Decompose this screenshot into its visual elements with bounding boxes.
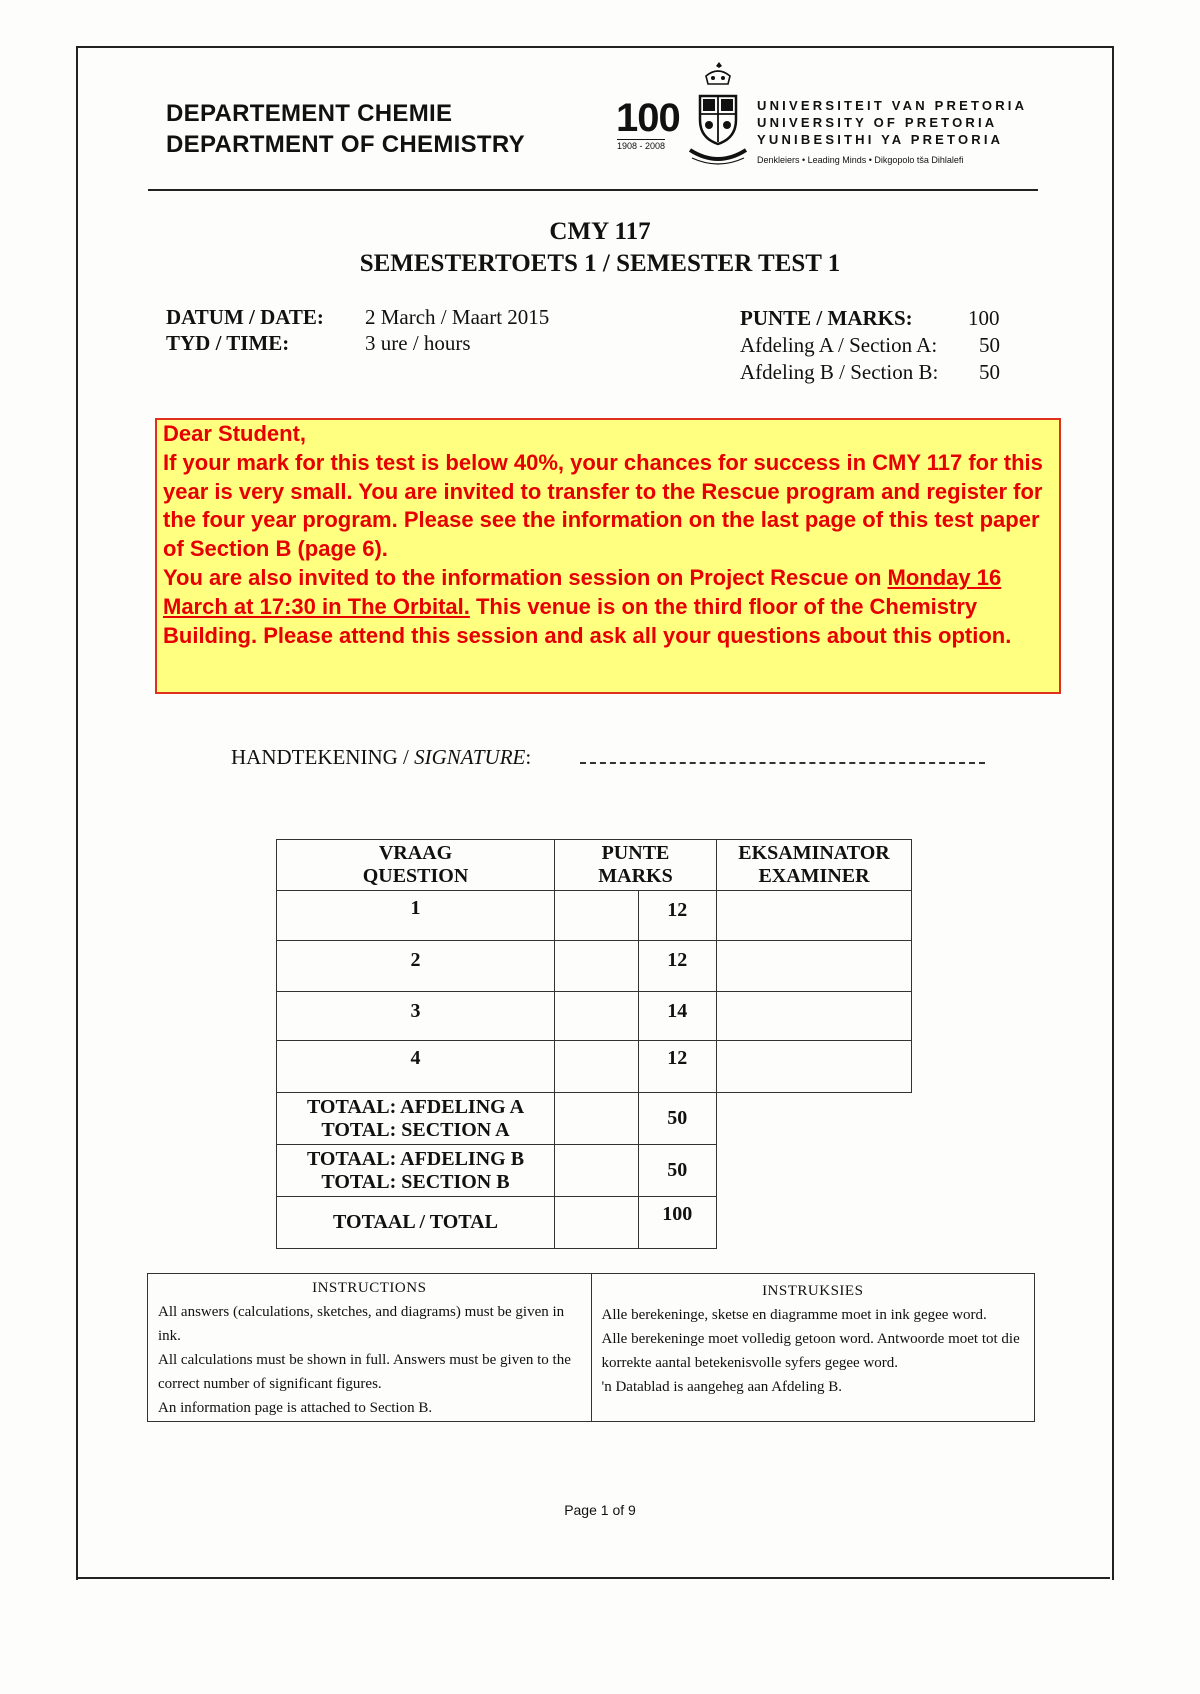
question-number: 3 <box>277 992 555 1041</box>
notice-paragraph-2-start: You are also invited to the information session on Project Rescue on <box>163 564 888 590</box>
examiner-cell[interactable] <box>717 1041 912 1093</box>
section-a-value: 50 <box>979 333 1000 357</box>
header-divider <box>148 189 1038 191</box>
marks-obtained-cell[interactable] <box>555 1093 639 1145</box>
header-marks <box>555 840 717 891</box>
examiner-cell[interactable] <box>717 941 912 992</box>
section-b-value: 50 <box>979 360 1000 384</box>
instructions-afrikaans <box>591 1274 1035 1421</box>
table-row <box>277 992 912 1041</box>
page-number: Page 1 of 9 <box>564 1502 636 1518</box>
marks-table <box>276 839 912 1249</box>
marks-obtained-cell[interactable] <box>555 1145 639 1197</box>
department-name-afrikaans: DEPARTEMENT CHEMIE <box>166 100 453 127</box>
marks-label: PUNTE / MARKS: <box>740 306 913 330</box>
grand-total-max: 100 <box>638 1197 717 1249</box>
instruction-line: An information page is attached to Section B. <box>158 1400 433 1416</box>
table-row <box>277 1041 912 1093</box>
section-a-label: Afdeling A / Section A: <box>740 333 938 357</box>
header-question-af: VRAAG <box>378 842 453 864</box>
header-examiner <box>717 840 912 891</box>
test-title: SEMESTERTOETS 1 / SEMESTER TEST 1 <box>359 250 841 277</box>
table-row-total-a <box>277 1093 912 1145</box>
table-row-grand-total <box>277 1197 912 1249</box>
table-row-total-b <box>277 1145 912 1197</box>
centenary-mark: 100 <box>616 96 680 140</box>
notice-session-date: Monday 16 March at 17:30 in The Orbital. <box>163 564 1002 619</box>
rescue-program-notice <box>155 418 1061 694</box>
instruction-line: All answers (calculations, sketches, and diagrams) must be given in ink. <box>158 1304 565 1344</box>
notice-paragraph-1: If your mark for this test is below 40%, your chances for success in CMY 117 for this year is very small. You are invited to transfer to the Rescue program and register for the four year program. Please see the information on the last page of this test paper of Section B (page 6). <box>163 449 1043 562</box>
total-a-label-af: TOTAAL: AFDELING A <box>306 1095 525 1118</box>
signature-label-afrikaans: HANDTEKENING / <box>231 745 415 769</box>
date-value: 2 March / Maart 2015 <box>365 305 550 329</box>
question-number: 4 <box>277 1041 555 1093</box>
signature-colon: : <box>525 745 532 769</box>
marks-obtained-cell[interactable] <box>555 891 639 941</box>
total-section-a-label <box>277 1093 555 1145</box>
marks-maximum: 12 <box>638 1041 717 1093</box>
header-marks-en: MARKS <box>598 865 673 887</box>
total-section-b-max: 50 <box>638 1145 717 1197</box>
instruction-line: Alle berekeninge, sketse en diagramme moet in ink gegee word. <box>601 1307 987 1323</box>
university-crest-logo <box>686 62 750 170</box>
total-b-label-en: TOTAL: SECTION B <box>321 1170 510 1193</box>
centenary-years: 1908 - 2008 <box>617 141 666 151</box>
instruction-line: All calculations must be shown in full. Answers must be given to the correct number of significant figures. <box>158 1352 571 1392</box>
university-motto: Denkleiers • Leading Minds • Dikgopolo tša Dihlalefi <box>757 155 964 165</box>
signature-field[interactable] <box>580 762 985 764</box>
header-marks-af: PUNTE <box>601 842 670 864</box>
total-b-label-af: TOTAAL: AFDELING B <box>306 1147 525 1170</box>
marks-maximum: 12 <box>638 891 717 941</box>
total-section-a-max: 50 <box>638 1093 717 1145</box>
marks-obtained-cell[interactable] <box>555 941 639 992</box>
instruction-line: 'n Datablad is aangeheg aan Afdeling B. <box>601 1379 843 1395</box>
notice-paragraph-2-end: This venue is on the third floor of the Chemistry Building. Please attend this session and ask all your questions about this option. <box>163 593 1012 648</box>
examiner-cell[interactable] <box>717 891 912 941</box>
header-examiner-en: EXAMINER <box>758 865 870 887</box>
table-row <box>277 941 912 992</box>
marks-table-header <box>277 840 912 891</box>
header-examiner-af: EKSAMINATOR <box>738 842 890 864</box>
department-name-english: DEPARTMENT OF CHEMISTRY <box>166 131 525 158</box>
signature-label-english: SIGNATURE <box>414 745 526 769</box>
instructions-heading: INSTRUCTIONS <box>312 1280 427 1296</box>
marks-obtained-cell[interactable] <box>555 1197 639 1249</box>
section-b-label: Afdeling B / Section B: <box>740 360 939 384</box>
instruksies-heading: INSTRUKSIES <box>762 1283 864 1299</box>
marks-maximum: 14 <box>638 992 717 1041</box>
total-section-b-label <box>277 1145 555 1197</box>
marks-obtained-cell[interactable] <box>555 1041 639 1093</box>
marks-value: 100 <box>968 306 1000 330</box>
examiner-cell[interactable] <box>717 992 912 1041</box>
time-value: 3 ure / hours <box>365 331 471 355</box>
university-name-sepedi: YUNIBESITHI YA PRETORIA <box>757 132 1004 147</box>
university-name-afrikaans: UNIVERSITEIT VAN PRETORIA <box>757 98 1028 113</box>
page-frame-bottom <box>76 1577 1110 1579</box>
university-name-english: UNIVERSITY OF PRETORIA <box>757 115 998 130</box>
header-question <box>277 840 555 891</box>
instructions-box <box>147 1273 1035 1422</box>
course-code: CMY 117 <box>549 218 651 245</box>
table-row <box>277 891 912 941</box>
marks-obtained-cell[interactable] <box>555 992 639 1041</box>
question-number: 2 <box>277 941 555 992</box>
instruction-line: Alle berekeninge moet volledig getoon word. Antwoorde moet tot die korrekte aantal betekenisvolle syfers gegee word. <box>601 1331 1020 1371</box>
notice-greeting: Dear Student, <box>163 421 307 446</box>
notice-paragraph-2 <box>163 564 1053 650</box>
marks-maximum: 12 <box>638 941 717 992</box>
instructions-english <box>148 1274 591 1421</box>
header-question-en: QUESTION <box>362 865 469 887</box>
time-label: TYD / TIME: <box>166 331 290 355</box>
grand-total-label: TOTAAL / TOTAL <box>277 1197 555 1249</box>
date-label: DATUM / DATE: <box>166 305 324 329</box>
signature-label <box>231 745 531 770</box>
question-number: 1 <box>277 891 555 941</box>
total-a-label-en: TOTAL: SECTION A <box>321 1118 510 1141</box>
